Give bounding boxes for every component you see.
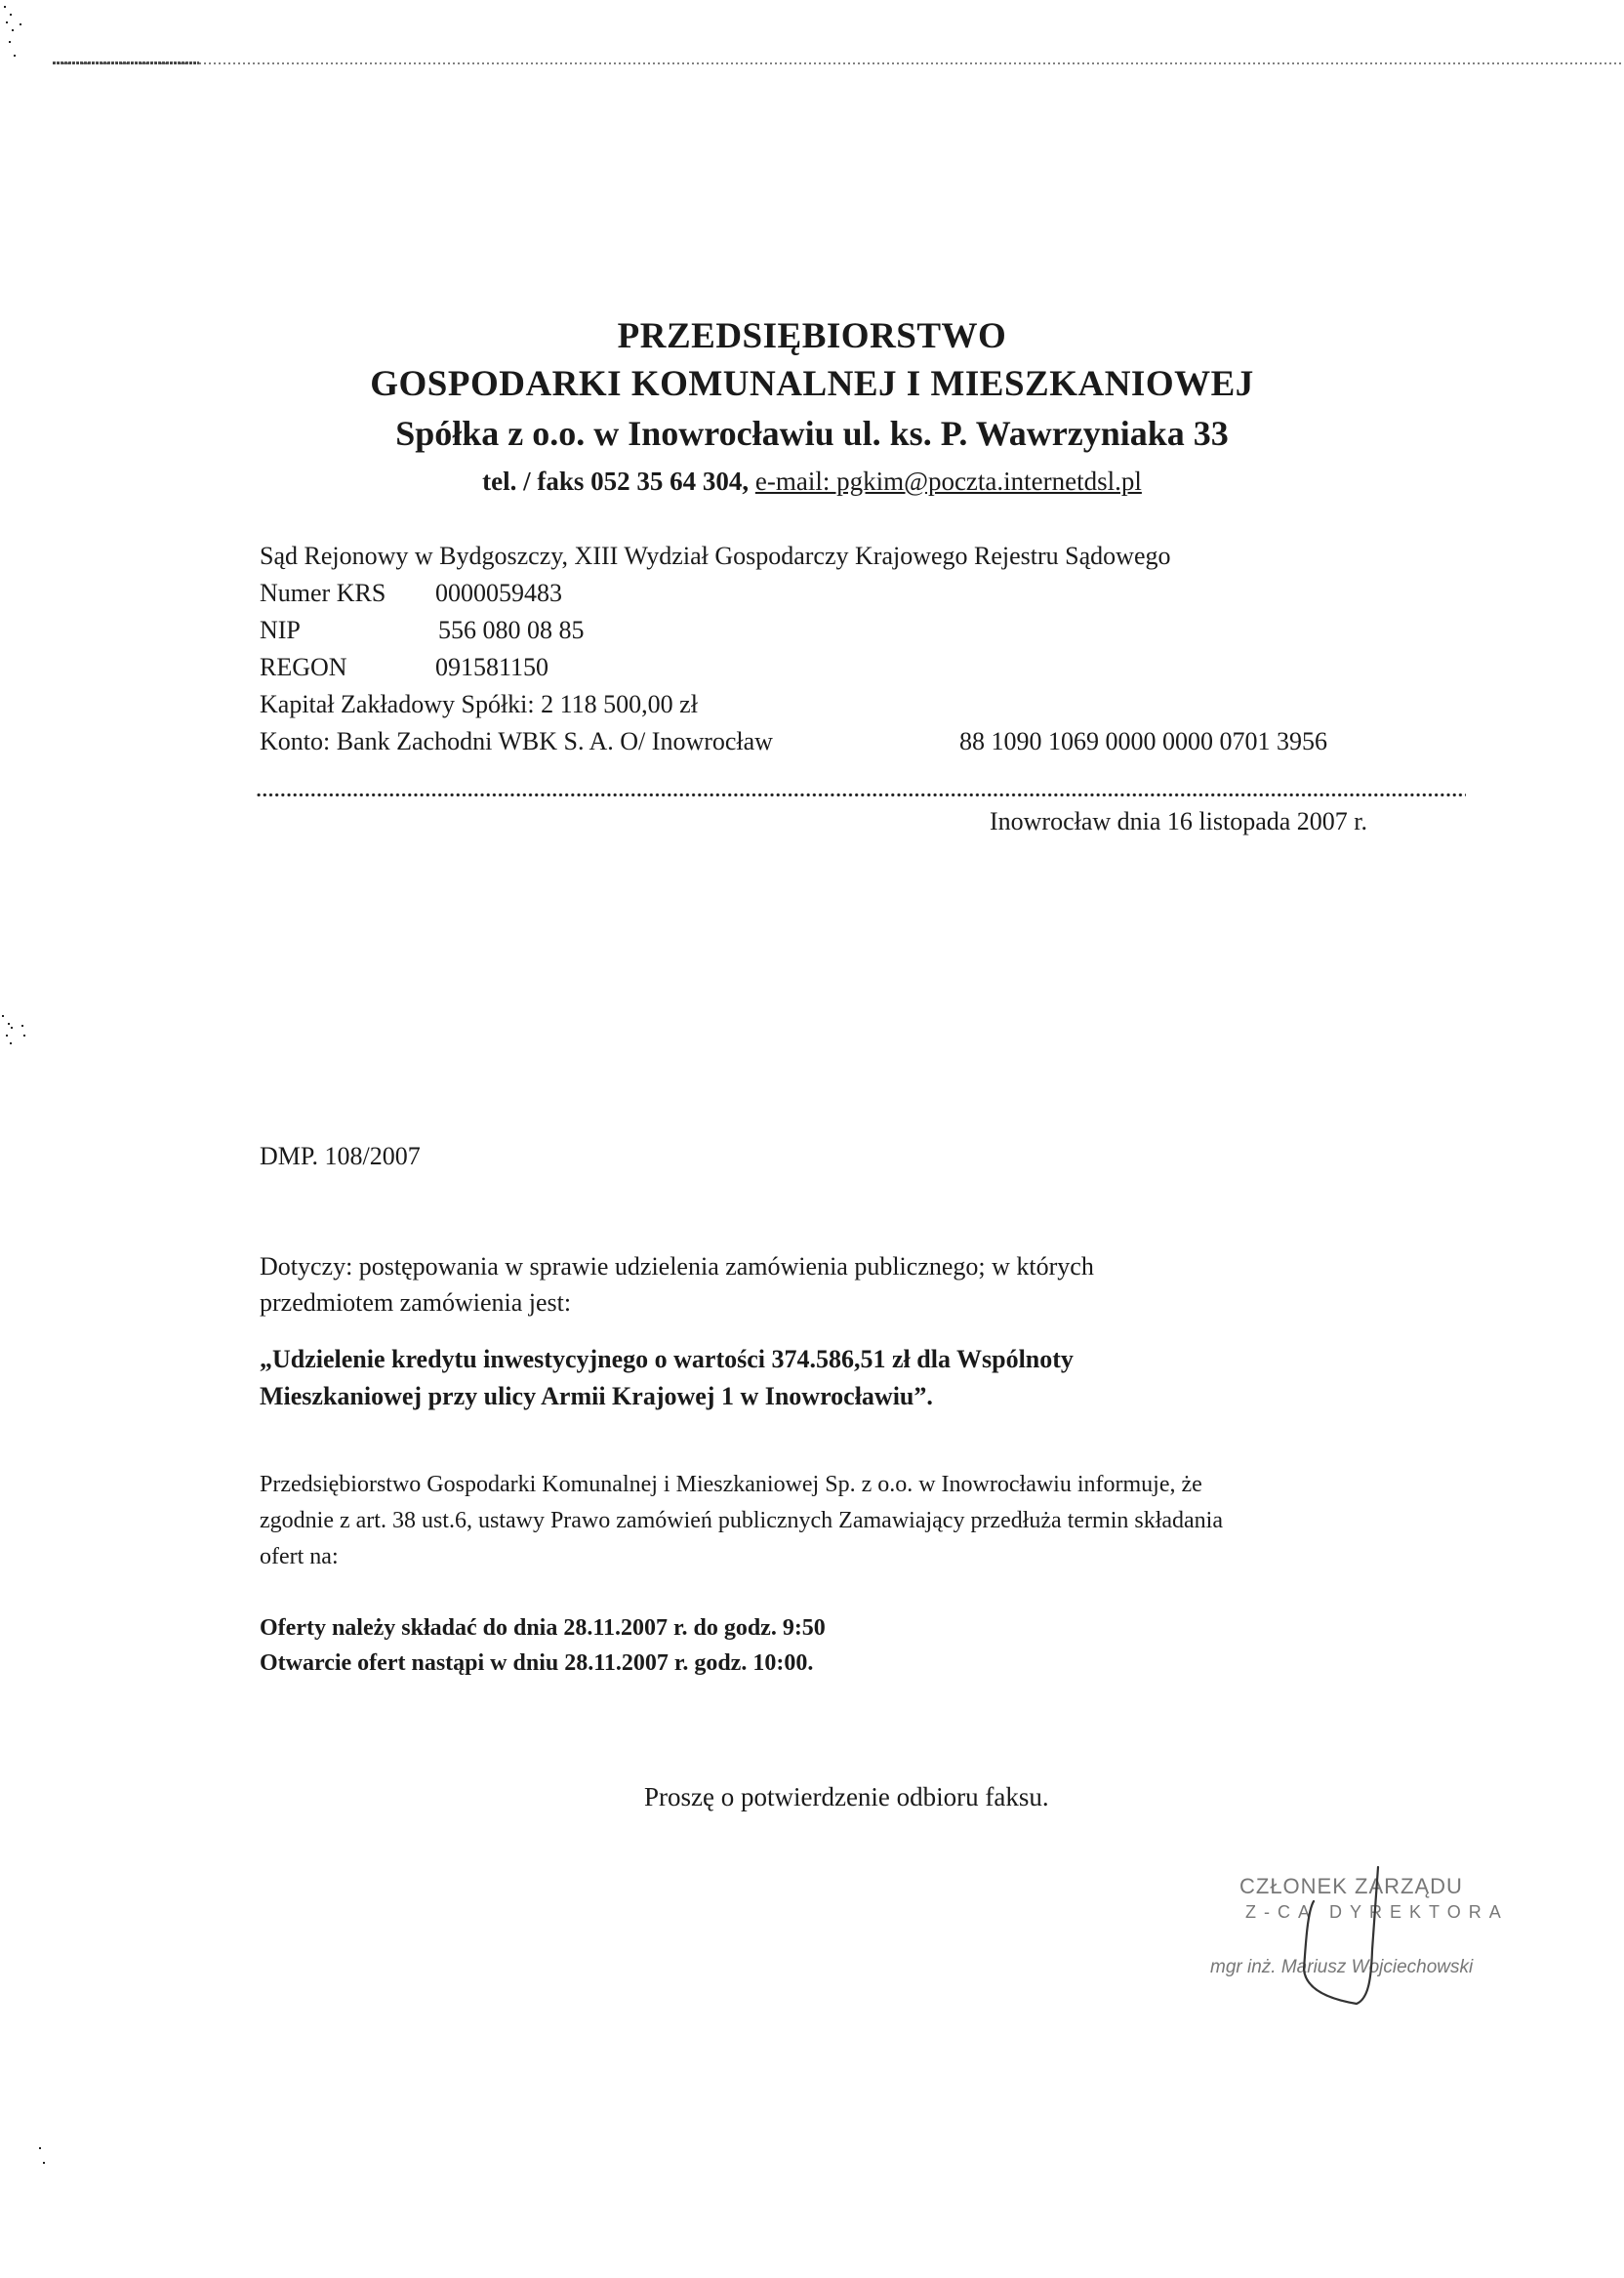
share-capital: Kapitał Zakładowy Spółki: 2 118 500,00 zł — [260, 690, 698, 718]
reference-number: DMP. 108/2007 — [260, 1142, 421, 1170]
stamp-role1: CZŁONEK ZARZĄDU — [1239, 1874, 1463, 1898]
company-address: Spółka z o.o. w Inowrocławiu ul. ks. P. Wawrzyniaka 33 — [395, 414, 1229, 453]
regon-label: REGON — [260, 653, 347, 681]
email-link[interactable]: e-mail: pgkim@poczta.internetdsl.pl — [754, 467, 1142, 496]
dotted-separator — [256, 793, 1466, 797]
bank-account-label: Konto: Bank Zachodni WBK S. A. O/ Inowrocław — [260, 727, 773, 755]
closing-request: Proszę o potwierdzenie odbioru faksu. — [644, 1782, 1049, 1811]
company-contact — [0, 467, 1624, 497]
stamp-name: mgr inż. Mariusz Wojciechowski — [1210, 1957, 1474, 1977]
nip-row — [260, 616, 585, 645]
regon-row — [260, 653, 548, 682]
scan-artifact-line-dense — [53, 61, 199, 64]
phone-fax: tel. / faks 052 35 64 304, — [482, 467, 750, 496]
notice-line1: Przedsiębiorstwo Gospodarki Komunalnej i Mieszkaniowej Sp. z o.o. w Inowrocławiu informuje, że — [260, 1472, 1202, 1497]
tender-title-line1: „Udzielenie kredytu inwestycyjnego o wartości 374.586,51 zł dla Wspólnoty — [260, 1345, 1074, 1373]
subject-line2: przedmiotem zamówienia jest: — [260, 1288, 572, 1317]
notice-line3: ofert na: — [260, 1544, 339, 1569]
subject-line1: Dotyczy: postępowania w sprawie udzielenia zamówienia publicznego; w których — [260, 1252, 1094, 1281]
notice-line2: zgodnie z art. 38 ust.6, ustawy Prawo zamówień publicznych Zamawiający przedłuża termin składania — [260, 1508, 1223, 1533]
tender-title-line2: Mieszkaniowej przy ulicy Armii Krajowej 1 w Inowrocławiu”. — [260, 1382, 933, 1410]
opening-date: Otwarcie ofert nastąpi w dniu 28.11.2007 r. godz. 10:00. — [260, 1650, 814, 1676]
company-name-line2: GOSPODARKI KOMUNALNEJ I MIESZKANIOWEJ — [370, 364, 1254, 404]
nip-value: 556 080 08 85 — [438, 616, 585, 644]
handwritten-signature-icon — [1288, 1862, 1405, 2009]
regon-value: 091581150 — [435, 653, 549, 681]
krs-label: Numer KRS — [260, 579, 386, 607]
letter-date: Inowrocław dnia 16 listopada 2007 r. — [990, 807, 1368, 835]
bank-account-number: 88 1090 1069 0000 0000 0701 3956 — [959, 727, 1327, 755]
stamp-role2: Z-CA DYREKTORA — [1245, 1902, 1509, 1922]
submission-deadline: Oferty należy składać do dnia 28.11.2007 r. do godz. 9:50 — [260, 1615, 826, 1641]
company-name-line1: PRZEDSIĘBIORSTWO — [617, 316, 1007, 356]
scan-artifact-line — [53, 62, 1624, 64]
krs-value: 0000059483 — [435, 579, 562, 607]
court-registry: Sąd Rejonowy w Bydgoszczy, XIII Wydział Gospodarczy Krajowego Rejestru Sądowego — [260, 542, 1171, 570]
krs-row — [260, 579, 562, 608]
nip-label: NIP — [260, 616, 301, 644]
